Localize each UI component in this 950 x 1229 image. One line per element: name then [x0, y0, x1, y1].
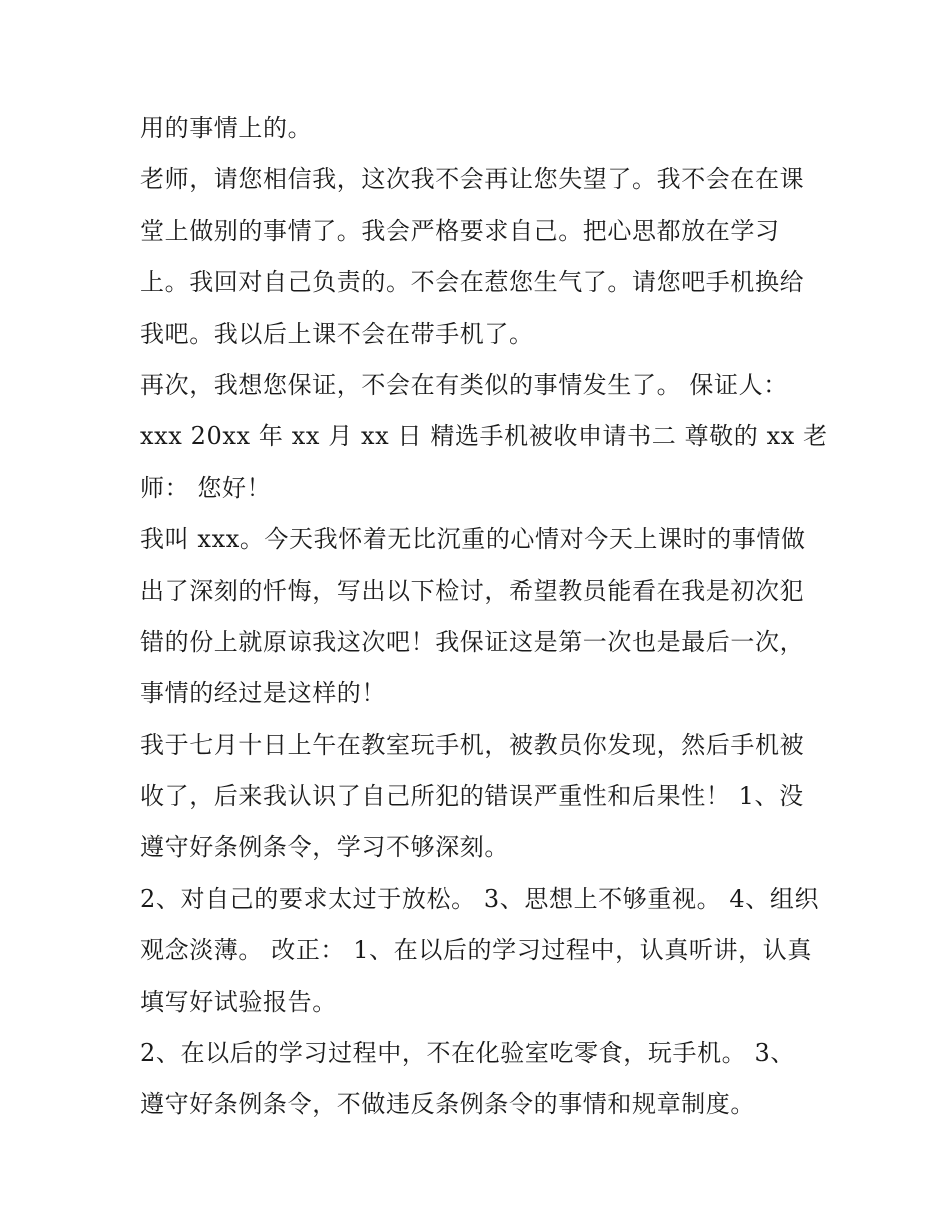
text-line: 用的事情上的。	[140, 114, 313, 142]
text-line: 再次，我想您保证，不会在有类似的事情发生了。 保证人：	[140, 370, 788, 399]
text-line: 2、对自己的要求太过于放松。 3、思想上不够重视。 4、组织	[140, 884, 820, 913]
document-body	[140, 103, 828, 1131]
text-line: 事情的经过是这样的！	[140, 679, 386, 708]
text-line: 堂上做别的事情了。我会严格要求自己。把心思都放在学习	[140, 216, 780, 245]
text-line: 我叫 xxx。今天我怀着无比沉重的心情对今天上课时的事情做	[140, 525, 806, 554]
text-line: 出了深刻的忏悔，写出以下检讨，希望教员能看在我是初次犯	[140, 576, 805, 605]
text-line: 2、在以后的学习过程中，不在化验室吃零食，玩手机。 3、	[140, 1039, 795, 1068]
text-line: 观念淡薄。 改正： 1、在以后的学习过程中，认真听讲，认真	[140, 936, 812, 965]
text-line: 我于七月十日上午在教室玩手机，被教员你发现，然后手机被	[140, 730, 805, 759]
text-line: 我吧。我以后上课不会在带手机了。	[140, 319, 534, 348]
text-line: 上。我回对自己负责的。不会在惹您生气了。请您吧手机换给	[140, 268, 805, 297]
text-line: 老师，请您相信我，这次我不会再让您失望了。我不会在在课	[140, 165, 805, 194]
text-line: 遵守好条例条令，学习不够深刻。	[140, 833, 509, 862]
text-line: 遵守好条例条令，不做违反条例条令的事情和规章制度。	[140, 1090, 755, 1119]
text-line: 收了，后来我认识了自己所犯的错误严重性和后果性！ 1、没	[140, 782, 804, 811]
text-line: xxx 20xx 年 xx 月 xx 日 精选手机被收申请书二 尊敬的 xx 老	[140, 422, 828, 451]
text-line: 错的份上就原谅我这次吧！我保证这是第一次也是最后一次，	[140, 627, 805, 656]
text-line: 师： 您好！	[140, 473, 272, 502]
text-line: 填写好试验报告。	[140, 987, 337, 1016]
